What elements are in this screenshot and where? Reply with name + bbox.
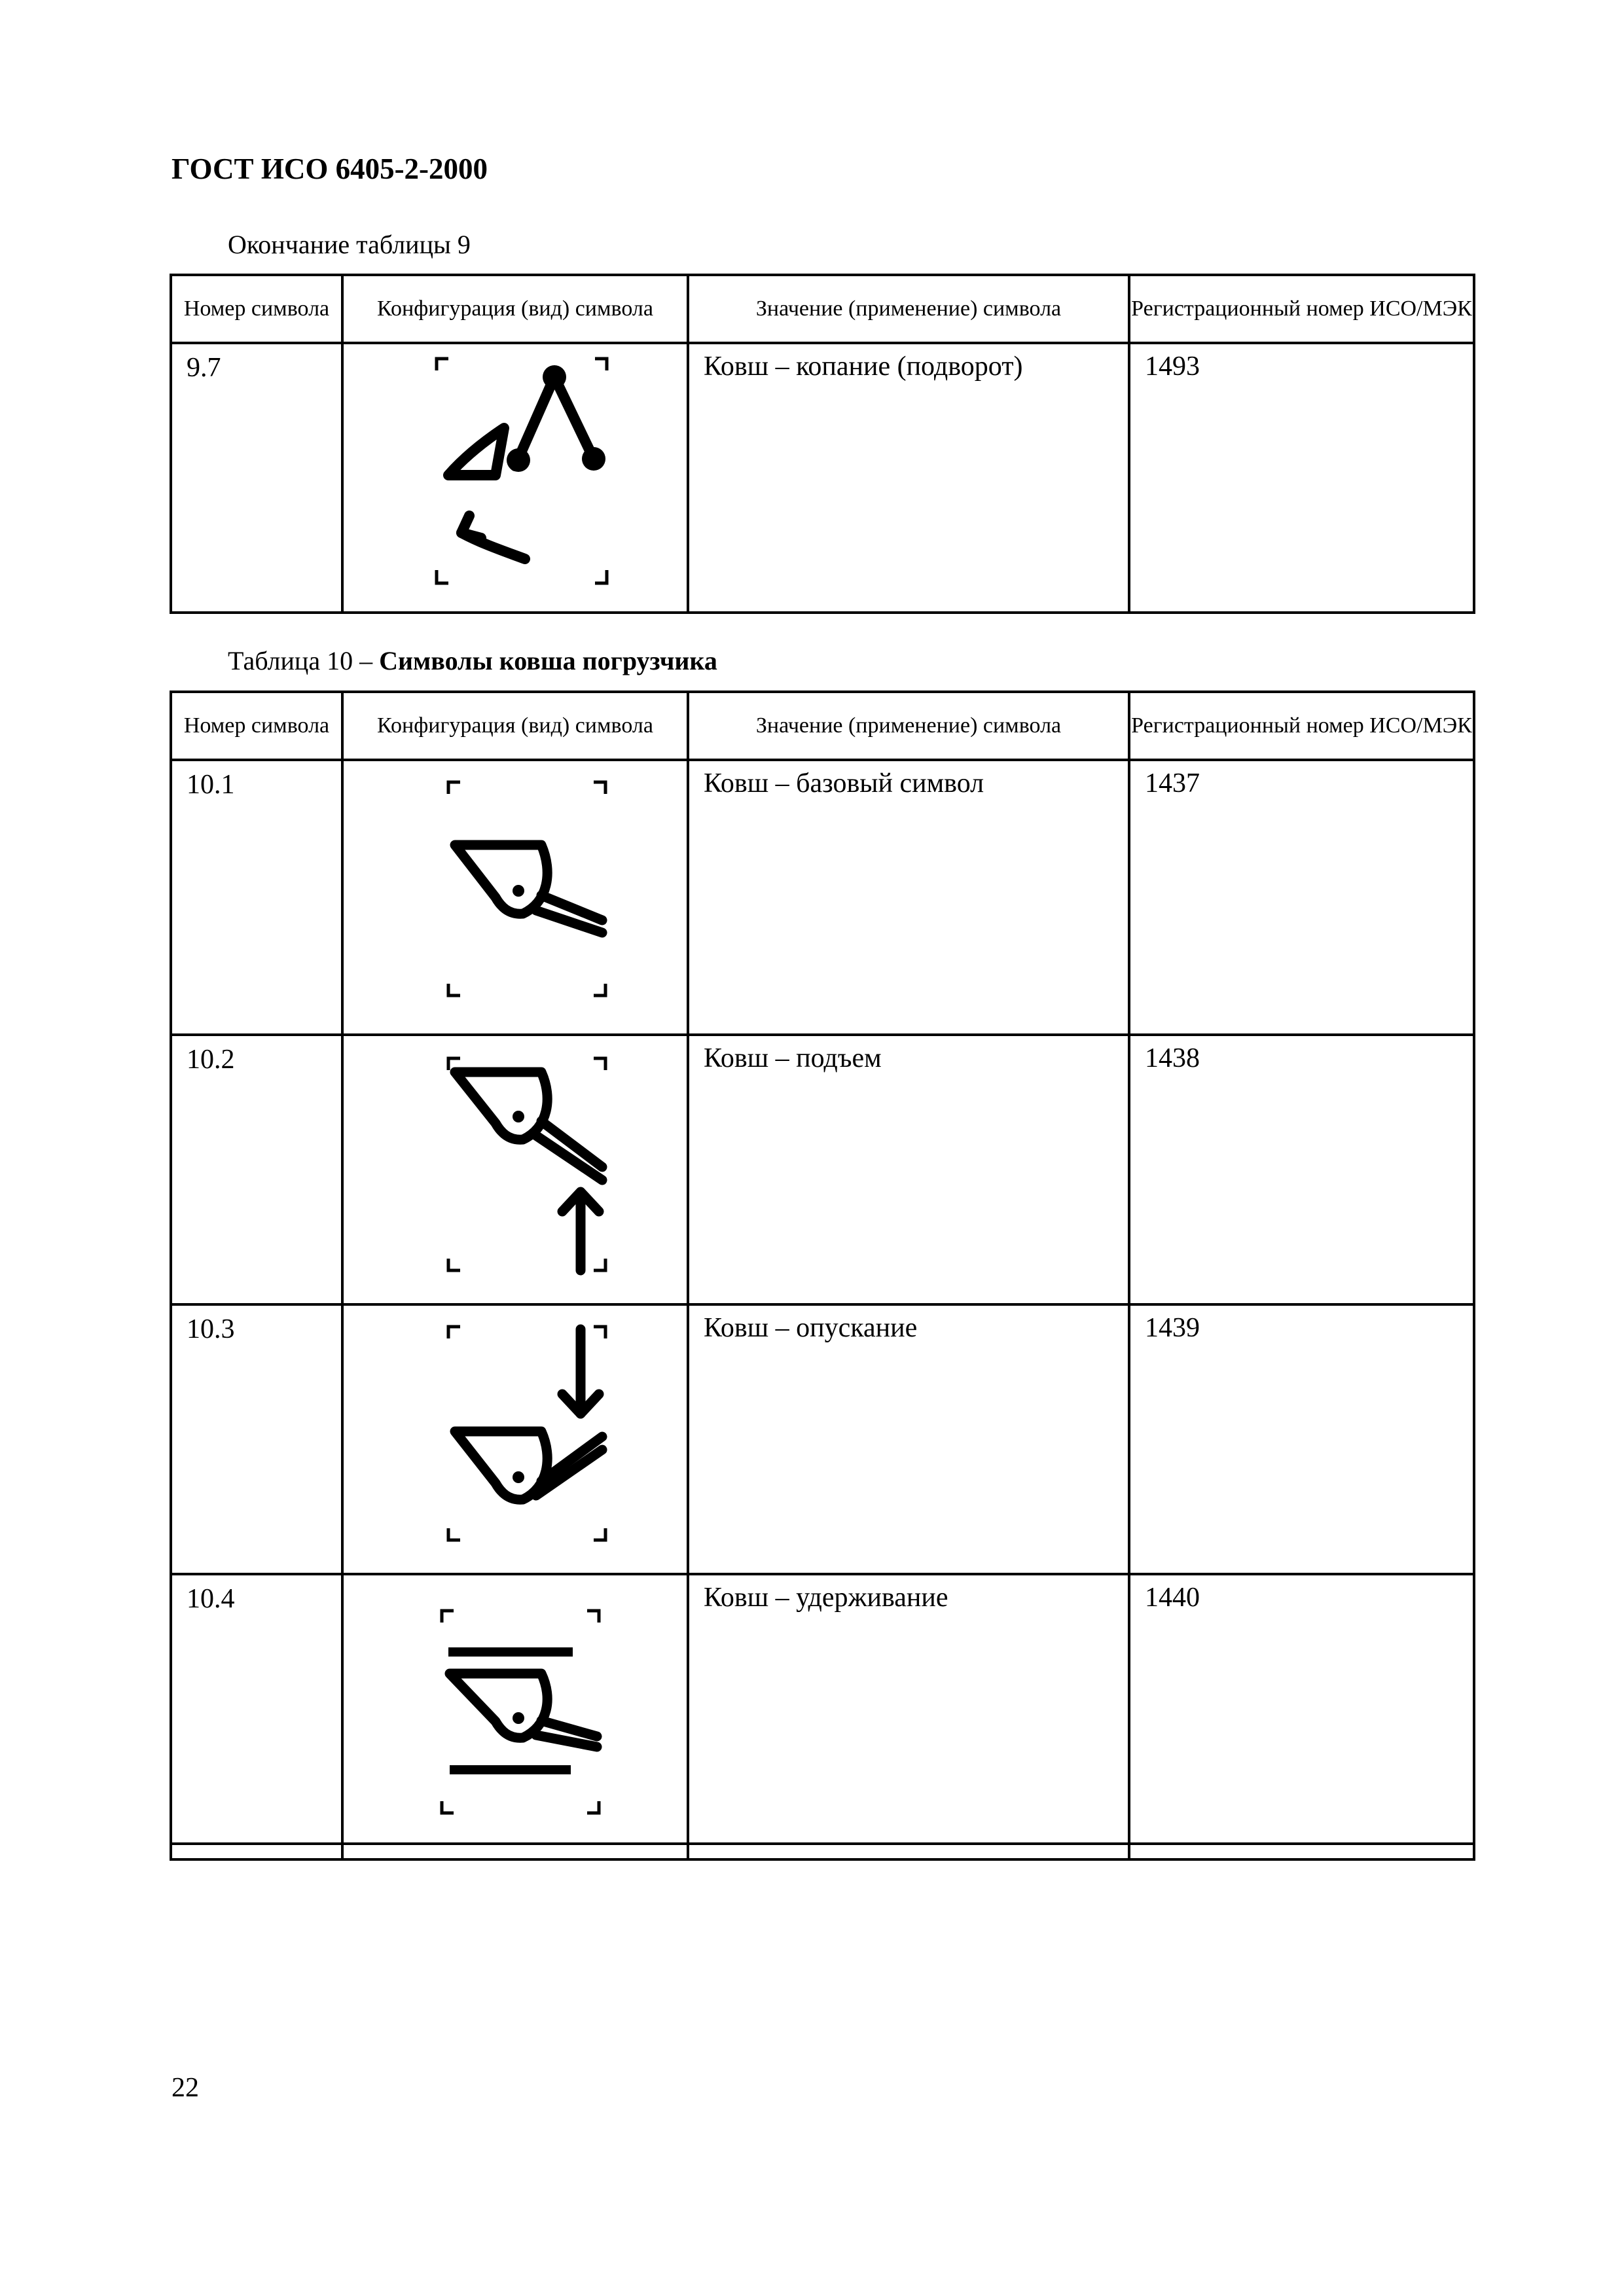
col-header-registration: Регистрационный номер ИСО/МЭК — [1129, 692, 1474, 760]
table-10-caption-title: Символы ковша погрузчика — [379, 646, 717, 675]
col-header-meaning: Значение (применение) символа — [688, 692, 1129, 760]
table-10-caption — [228, 645, 717, 676]
continuation-cell — [342, 1844, 688, 1859]
registration-number: 1437 — [1129, 760, 1474, 1035]
table-9 — [170, 274, 1475, 614]
table-header-row — [171, 692, 1474, 760]
bucket-raise-icon — [384, 1036, 646, 1298]
registration-number: 1438 — [1129, 1035, 1474, 1304]
continuation-cell — [1129, 1844, 1474, 1859]
bucket-digging-icon — [384, 344, 646, 606]
symbol-number: 10.4 — [171, 1574, 342, 1844]
table-10-caption-prefix: Таблица 10 – — [228, 646, 380, 675]
symbol-meaning: Ковш – базовый символ — [688, 760, 1129, 1035]
table-row — [171, 1574, 1474, 1844]
col-header-number: Номер символа — [171, 692, 342, 760]
table-row — [171, 1035, 1474, 1304]
symbol-cell — [342, 760, 688, 1035]
col-header-configuration: Конфигурация (вид) символа — [342, 692, 688, 760]
symbol-number: 10.1 — [171, 760, 342, 1035]
col-header-configuration: Конфигурация (вид) символа — [342, 275, 688, 343]
registration-number: 1440 — [1129, 1574, 1474, 1844]
symbol-number: 9.7 — [171, 343, 342, 613]
col-header-meaning: Значение (применение) символа — [688, 275, 1129, 343]
table-row — [171, 1304, 1474, 1574]
symbol-meaning: Ковш – копание (подворот) — [688, 343, 1129, 613]
col-header-number: Номер символа — [171, 275, 342, 343]
continuation-cell — [688, 1844, 1129, 1859]
table-row — [171, 343, 1474, 613]
table-row — [171, 760, 1474, 1035]
bucket-lower-icon — [384, 1306, 646, 1568]
registration-number: 1439 — [1129, 1304, 1474, 1574]
registration-number: 1493 — [1129, 343, 1474, 613]
table-9-caption: Окончание таблицы 9 — [228, 230, 471, 259]
symbol-number: 10.2 — [171, 1035, 342, 1304]
symbol-number: 10.3 — [171, 1304, 342, 1574]
page-number: 22 — [171, 2073, 199, 2103]
table-10 — [170, 691, 1475, 1861]
symbol-cell — [342, 1574, 688, 1844]
continuation-cell — [171, 1844, 342, 1859]
symbol-meaning: Ковш – опускание — [688, 1304, 1129, 1574]
symbol-cell — [342, 1035, 688, 1304]
symbol-meaning: Ковш – удерживание — [688, 1574, 1129, 1844]
table-row-continuation — [171, 1844, 1474, 1859]
document-header: ГОСТ ИСО 6405-2-2000 — [171, 152, 488, 185]
symbol-cell — [342, 343, 688, 613]
bucket-hold-icon — [384, 1575, 646, 1837]
symbol-cell — [342, 1304, 688, 1574]
bucket-basic-icon — [384, 761, 646, 1030]
table-header-row — [171, 275, 1474, 343]
symbol-meaning: Ковш – подъем — [688, 1035, 1129, 1304]
col-header-registration: Регистрационный номер ИСО/МЭК — [1129, 275, 1474, 343]
